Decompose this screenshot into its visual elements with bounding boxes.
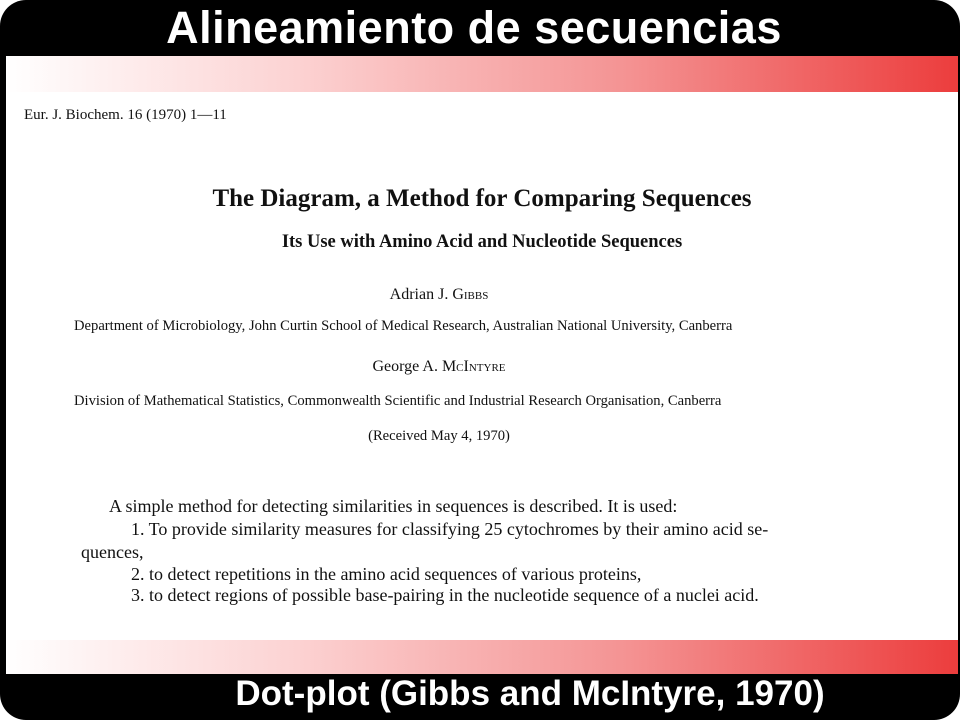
paper-scan bbox=[6, 92, 958, 640]
paper-title: The Diagram, a Method for Comparing Sequences bbox=[212, 185, 752, 212]
abstract-item: 2. to detect repetitions in the amino acid sequences of various proteins, bbox=[131, 564, 642, 584]
abstract-item: 1. To provide similarity measures for classifying 25 cytochromes by their amino acid se- bbox=[131, 519, 769, 539]
slide-title-text: Alineamiento de secuencias bbox=[166, 2, 782, 53]
top-gradient-band bbox=[6, 56, 958, 94]
abstract-item: 3. to detect regions of possible base-pairing in the nucleotide sequence of a nuclei acid. bbox=[131, 585, 759, 605]
received-date: (Received May 4, 1970) bbox=[368, 428, 510, 444]
slide-title bbox=[0, 0, 948, 56]
slide-footer-text: Dot-plot (Gibbs and McIntyre, 1970) bbox=[235, 674, 825, 713]
abstract-intro: A simple method for detecting similarities in sequences is described. It is used: bbox=[109, 496, 678, 516]
author-affiliation: Division of Mathematical Statistics, Commonwealth Scientific and Industrial Research Organisation, Canberra bbox=[74, 393, 722, 409]
author-name: George A. McIntyre bbox=[372, 358, 506, 375]
abstract-item-continuation: quences, bbox=[81, 542, 144, 562]
paper-subtitle: Its Use with Amino Acid and Nucleotide Sequences bbox=[281, 232, 683, 252]
journal-citation: Eur. J. Biochem. 16 (1970) 1—11 bbox=[24, 107, 227, 123]
slide-footer bbox=[0, 674, 960, 720]
author-affiliation: Department of Microbiology, John Curtin School of Medical Research, Australian National University, Canberra bbox=[74, 318, 733, 334]
bottom-gradient-band bbox=[6, 640, 958, 674]
author-name: Adrian J. Gibbs bbox=[389, 286, 489, 303]
